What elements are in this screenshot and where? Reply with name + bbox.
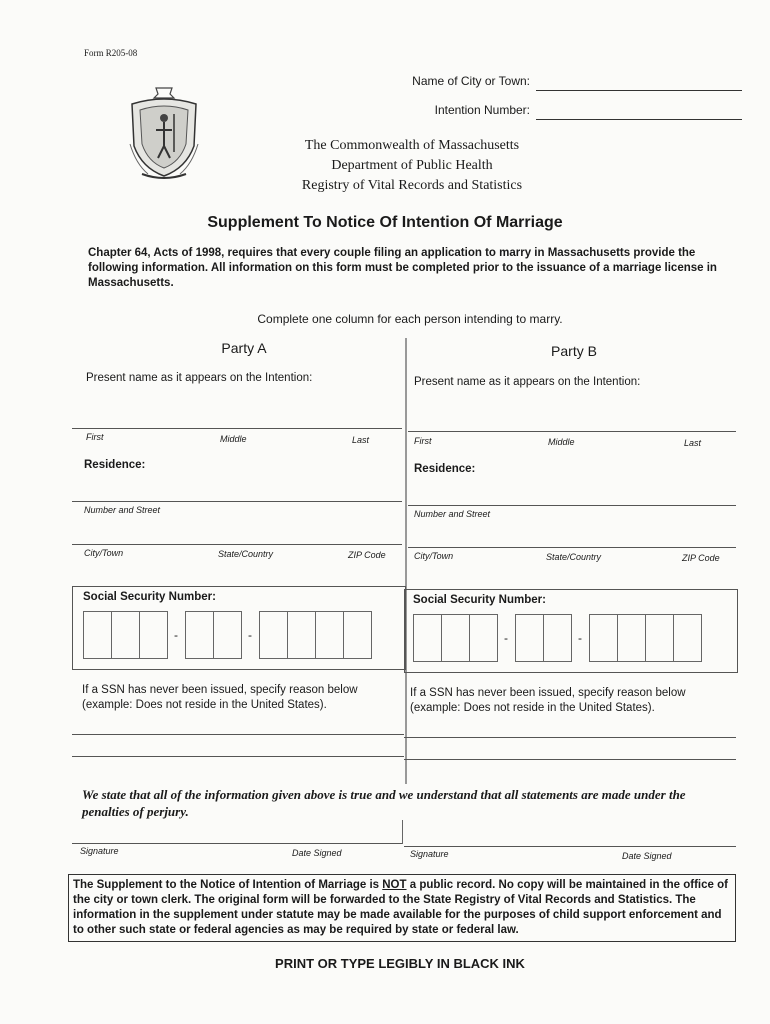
ssn-digit-cell[interactable]: [441, 614, 470, 662]
ssn-digit-cell[interactable]: [111, 611, 140, 659]
party-b-reason-line-1[interactable]: [404, 737, 736, 738]
party-b-title: Party B: [551, 343, 597, 359]
intention-number-field[interactable]: [536, 119, 742, 120]
ssn-digit-cell[interactable]: [185, 611, 214, 659]
ssn-digit-cell[interactable]: [645, 614, 674, 662]
ssn-digit-cell[interactable]: [543, 614, 572, 662]
party-b-state-label: State/Country: [546, 552, 602, 562]
form-title: Supplement To Notice Of Intention Of Marriage: [207, 214, 563, 231]
party-a-city-label: City/Town: [84, 548, 124, 558]
party-a-reason-line-1[interactable]: [72, 734, 404, 735]
party-b-ssn-input[interactable]: [413, 614, 701, 662]
party-a-first-label: First: [86, 432, 104, 442]
ssn-digit-cell[interactable]: [213, 611, 242, 659]
party-a-reason-line-2[interactable]: [72, 756, 404, 757]
party-b-last-label: Last: [684, 438, 702, 448]
form-number: Form R205-08: [84, 48, 138, 58]
party-a-title: Party A: [221, 340, 267, 356]
party-b-city-field[interactable]: [408, 547, 736, 548]
ssn-digit-cell[interactable]: [287, 611, 316, 659]
city-town-label: Name of City or Town:: [412, 74, 530, 88]
party-b-middle-label: Middle: [548, 437, 575, 447]
party-b-zip-label: ZIP Code: [682, 553, 720, 563]
party-a-street-field[interactable]: [72, 501, 402, 502]
party-a-ssn-box: [72, 586, 406, 670]
party-a-signature-label: Signature: [80, 846, 119, 856]
notice-text-end: a public record. No copy will be maintained in the office of the city or town clerk. The original form will be forwarded to the State Registry of Vital Records and Statistics. The information in the supplement under statute may be made available for the purposes of child support enforcement and to other such state or federal agencies as may be required by state or federal law.: [73, 879, 728, 936]
party-a-street-label: Number and Street: [84, 505, 161, 515]
party-b-street-field[interactable]: [408, 505, 736, 506]
ssn-digit-cell[interactable]: [469, 614, 498, 662]
agency-line-3: Registry of Vital Records and Statistics: [301, 178, 523, 193]
party-a-state-label: State/Country: [218, 549, 274, 559]
ssn-dash: -: [504, 631, 508, 645]
ssn-dash: -: [248, 628, 252, 642]
party-b-ssn-reason-text: If a SSN has never been issued, specify reason below (example: Does not reside in the United States).: [410, 687, 686, 714]
party-b-signature-label: Signature: [410, 849, 449, 859]
party-b-ssn-box: [404, 589, 738, 673]
ssn-digit-cell[interactable]: [315, 611, 344, 659]
party-a-date-label: Date Signed: [292, 848, 342, 858]
party-a-ssn-label: Social Security Number:: [83, 591, 216, 603]
intro-paragraph: Chapter 64, Acts of 1998, requires that every couple filing an application to marry in Massachusetts provide the following information. All information on this form must be completed prior to the issuance of a marriage license in Massachusetts.: [88, 247, 717, 289]
party-a-name-label: Present name as it appears on the Intention:: [86, 372, 313, 384]
party-a-city-field[interactable]: [72, 544, 402, 545]
ssn-digit-cell[interactable]: [139, 611, 168, 659]
ssn-dash: -: [578, 631, 582, 645]
signature-divider: [402, 820, 403, 844]
ssn-digit-cell[interactable]: [413, 614, 442, 662]
party-a-ssn-reason-text: If a SSN has never been issued, specify reason below (example: Does not reside in the United States).: [82, 684, 358, 711]
instruction-text: Complete one column for each person intending to marry.: [257, 312, 563, 326]
party-a-name-field[interactable]: [72, 428, 402, 429]
party-b-first-label: First: [414, 436, 432, 446]
public-record-notice: [68, 874, 736, 942]
party-b-date-label: Date Signed: [622, 851, 672, 861]
party-a-signature-field[interactable]: [72, 843, 402, 844]
party-b-signature-field[interactable]: [404, 846, 736, 847]
agency-line-2: Department of Public Health: [331, 158, 493, 173]
party-b-ssn-label: Social Security Number:: [413, 594, 546, 606]
agency-line-1: The Commonwealth of Massachusetts: [304, 138, 520, 153]
party-b-residence-label: Residence:: [414, 463, 476, 475]
ssn-digit-cell[interactable]: [515, 614, 544, 662]
party-b-name-field[interactable]: [408, 431, 736, 432]
party-a-middle-label: Middle: [220, 434, 247, 444]
party-a-last-label: Last: [352, 435, 370, 445]
ssn-digit-cell[interactable]: [673, 614, 702, 662]
ssn-digit-cell[interactable]: [617, 614, 646, 662]
agency-block: [282, 136, 542, 196]
commonwealth-seal-icon: [126, 84, 202, 184]
intention-number-label: Intention Number:: [434, 103, 530, 117]
ssn-digit-cell[interactable]: [343, 611, 372, 659]
party-a-residence-label: Residence:: [84, 459, 146, 471]
party-b-reason-line-2[interactable]: [404, 759, 736, 760]
ssn-dash: -: [174, 628, 178, 642]
ssn-digit-cell[interactable]: [589, 614, 618, 662]
party-b-name-label: Present name as it appears on the Intention:: [414, 376, 641, 388]
perjury-statement: We state that all of the information given above is true and we understand that all statements are made under the penalties of perjury.: [82, 787, 686, 819]
column-divider: [405, 338, 407, 784]
notice-text-start: The Supplement to the Notice of Intention of Marriage is: [73, 879, 383, 891]
party-b-street-label: Number and Street: [414, 509, 491, 519]
notice-emphasis: NOT: [382, 879, 407, 891]
print-instruction: PRINT OR TYPE LEGIBLY IN BLACK INK: [275, 956, 525, 971]
city-town-field[interactable]: [536, 90, 742, 91]
ssn-digit-cell[interactable]: [259, 611, 288, 659]
ssn-digit-cell[interactable]: [83, 611, 112, 659]
party-a-zip-label: ZIP Code: [348, 550, 386, 560]
party-a-ssn-input[interactable]: [83, 611, 371, 659]
party-b-city-label: City/Town: [414, 551, 454, 561]
